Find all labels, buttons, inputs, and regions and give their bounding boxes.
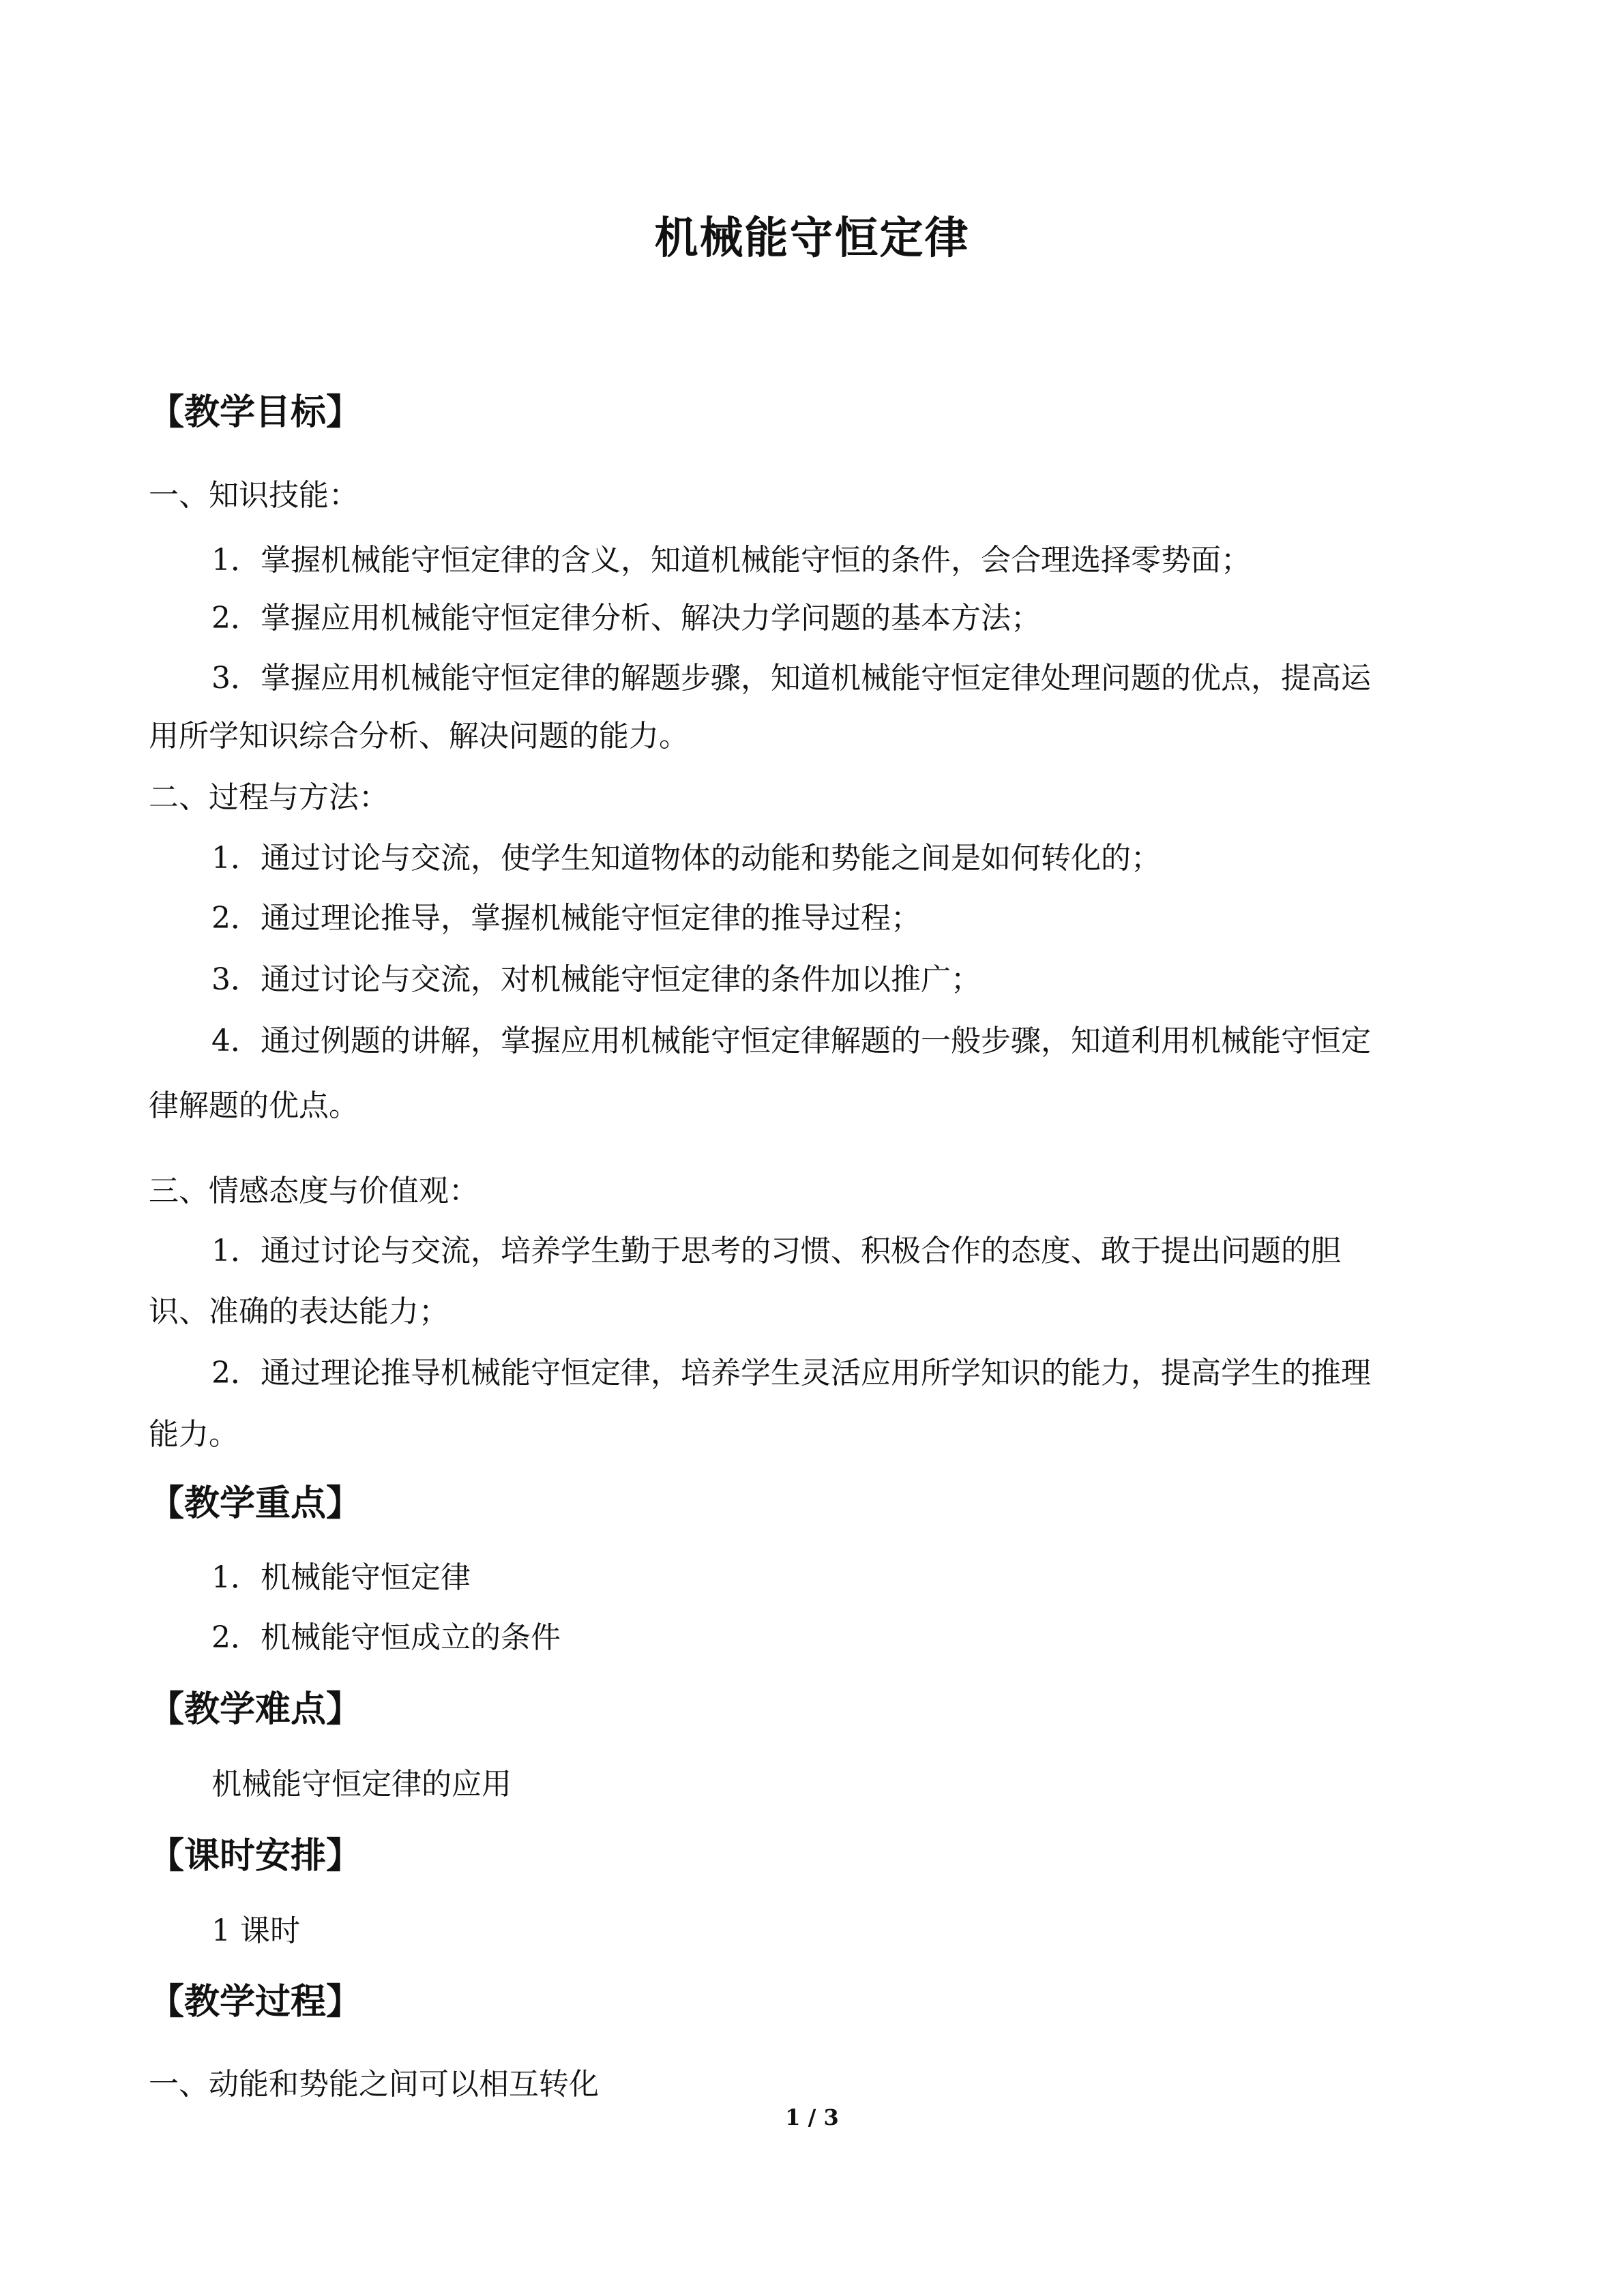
attitude-item-2-cont: 能力。 — [149, 1417, 239, 1452]
process-item-3: 3．通过讨论与交流，对机械能守恒定律的条件加以推广； — [211, 962, 981, 997]
attitude-item-2: 2．通过理论推导机械能守恒定律，培养学生灵活应用所学知识的能力，提高学生的推理 — [211, 1356, 1371, 1390]
knowledge-item-1: 1．掌握机械能守恒定律的含义，知道机械能守恒的条件，会合理选择零势面； — [211, 543, 1251, 578]
heading-schedule: 【课时安排】 — [149, 1836, 362, 1877]
process-item-2: 2．通过理论推导，掌握机械能守恒定律的推导过程； — [211, 901, 921, 936]
process-item-4-cont: 律解题的优点。 — [149, 1088, 359, 1123]
difficulty-text: 机械能守恒定律的应用 — [211, 1767, 512, 1802]
heading-key-points: 【教学重点】 — [149, 1483, 362, 1524]
heading-procedure: 【教学过程】 — [149, 1982, 362, 2023]
subheading-attitude: 三、情感态度与价值观： — [149, 1174, 479, 1208]
subheading-process: 二、过程与方法： — [149, 780, 389, 815]
heading-difficulty: 【教学难点】 — [149, 1689, 362, 1730]
key-point-1: 1．机械能守恒定律 — [211, 1560, 471, 1595]
page-number: 1 / 3 — [785, 2104, 839, 2130]
process-item-1: 1．通过讨论与交流，使学生知道物体的动能和势能之间是如何转化的； — [211, 841, 1161, 876]
attitude-item-1: 1．通过讨论与交流，培养学生勤于思考的习惯、积极合作的态度、敢于提出问题的胆 — [211, 1234, 1341, 1268]
subheading-knowledge: 一、知识技能： — [149, 478, 359, 513]
knowledge-item-2: 2．掌握应用机械能守恒定律分析、解决力学问题的基本方法； — [211, 601, 1041, 636]
knowledge-item-3: 3．掌握应用机械能守恒定律的解题步骤，知道机械能守恒定律处理问题的优点，提高运 — [211, 661, 1371, 696]
attitude-item-1-cont: 识、准确的表达能力； — [149, 1294, 449, 1329]
document-title: 机械能守恒定律 — [654, 213, 970, 264]
procedure-text: 一、动能和势能之间可以相互转化 — [149, 2067, 599, 2102]
heading-objectives: 【教学目标】 — [149, 392, 362, 433]
schedule-text: 1 课时 — [211, 1913, 300, 1948]
process-item-4: 4．通过例题的讲解，掌握应用机械能守恒定律解题的一般步骤，知道利用机械能守恒定 — [211, 1024, 1371, 1058]
key-point-2: 2．机械能守恒成立的条件 — [211, 1620, 561, 1655]
knowledge-item-3-cont: 用所学知识综合分析、解决问题的能力。 — [149, 719, 689, 754]
